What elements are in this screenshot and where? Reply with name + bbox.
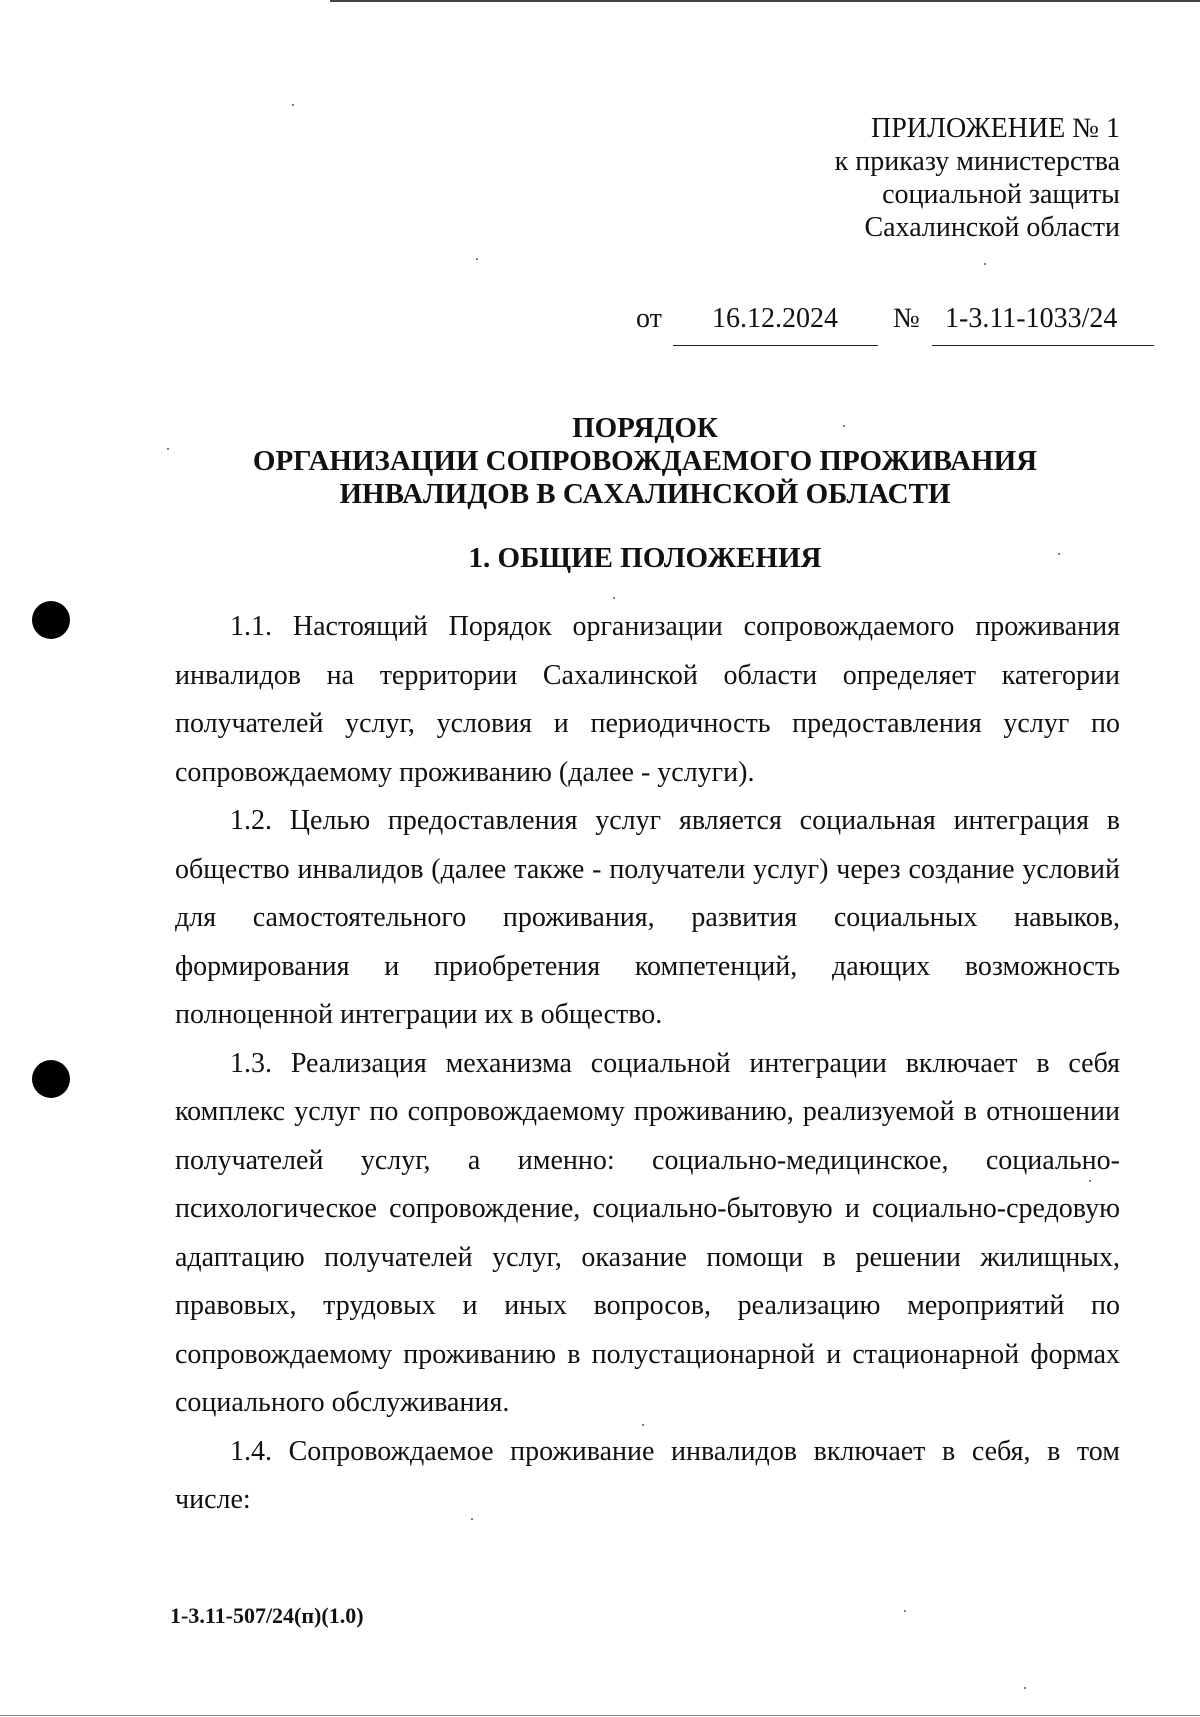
scan-speck [1058,553,1060,555]
order-number-label: № [893,303,920,334]
scan-speck [471,1518,473,1520]
paragraph: 1.4. Сопровождаемое проживание инвалидов включает в себя, в том числе: [175,1435,1120,1515]
scan-bottom-border [0,1715,1200,1716]
number-underline [932,345,1154,346]
paragraph: 1.2. Целью предоставления услуг является социальная интеграция в общество инвалидов (далее также - получатели услуг) через создание условий для самостоятельного проживания, развития социальных навыков, формирования и приобретения компетенций, дающих возможность полноценной интеграции их в общество. [175,805,1120,1030]
appendix-line: социальной защиты [882,179,1120,210]
scan-speck [167,448,169,450]
appendix-line: к приказу министерства [834,146,1120,177]
title-line: ПОРЯДОК [572,412,718,444]
binder-hole-mark [32,601,70,639]
order-from-label: от [636,303,662,334]
scan-speck [843,425,845,427]
order-reference [0,303,1200,353]
scan-speck [642,1424,644,1426]
appendix-title: ПРИЛОЖЕНИЕ № 1 [871,113,1120,144]
scan-speck [1089,1180,1091,1182]
document-title [0,412,1200,511]
title-line: ИНВАЛИДОВ В САХАЛИНСКОЙ ОБЛАСТИ [339,478,951,510]
order-date: 16.12.2024 [712,303,838,334]
appendix-line: Сахалинской области [864,212,1120,243]
scan-speck [476,258,478,260]
document-body [175,603,1120,1525]
section-heading: 1. ОБЩИЕ ПОЛОЖЕНИЯ [468,542,822,574]
scan-top-border [330,0,1200,2]
paragraph: 1.1. Настоящий Порядок организации сопровождаемого проживания инвалидов на территории Сахалинской области определяет категории получателей услуг, условия и периодичность предоставления услуг по сопровождаемому проживанию (далее - услуги). [175,611,1120,788]
date-underline [673,345,878,346]
scan-speck [1024,1687,1026,1689]
scan-speck [613,597,615,599]
scan-speck [904,1610,906,1612]
scan-speck [984,263,986,265]
appendix-block [835,112,1120,244]
binder-hole-mark [32,1060,70,1098]
scan-speck [292,104,294,106]
document-code: 1-3.11-507/24(п)(1.0) [170,1603,364,1628]
paragraph: 1.3. Реализация механизма социальной интеграции включает в себя комплекс услуг по сопровождаемому проживанию, реализуемой в отношении получателей услуг, а именно: социально-медицинское, социально-психологическое сопровождение, социально-бытовую и социально-средовую адаптацию получателей услуг, оказание помощи в решении жилищных, правовых, трудовых и иных вопросов, реализацию мероприятий по сопровождаемому проживанию в полустационарной и стационарной формах социального обслуживания. [175,1047,1120,1418]
title-line: ОРГАНИЗАЦИИ СОПРОВОЖДАЕМОГО ПРОЖИВАНИЯ [252,445,1038,477]
order-number: 1-3.11-1033/24 [945,303,1118,334]
